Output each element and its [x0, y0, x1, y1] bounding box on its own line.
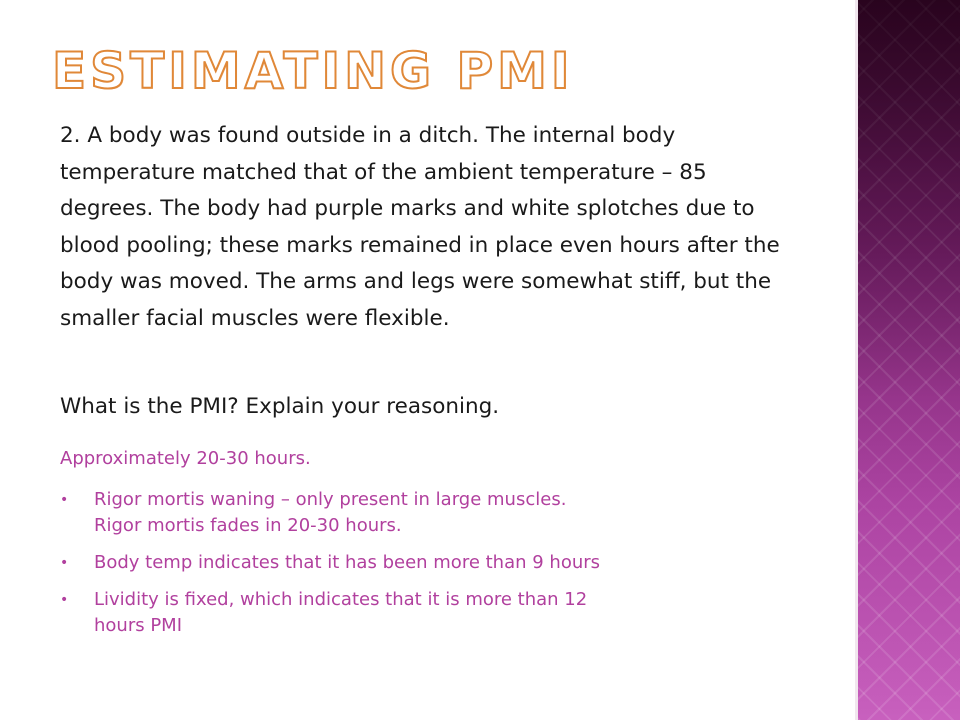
answer-text: Approximately 20-30 hours. — [60, 448, 311, 469]
scenario-paragraph: 2. A body was found outside in a ditch. The internal body temperature matched that of the ambient temperature – 85 degrees. The body had purple marks and white splotches due to blood pooling; these marks remained in place even hours after the body was moved. The arms and legs were somewhat stiff, but the smaller facial muscles were flexible. — [60, 123, 780, 331]
question-text: What is the PMI? Explain your reasoning. — [60, 394, 500, 419]
list-item-text: Body temp indicates that it has been more than 9 hours — [94, 552, 601, 573]
list-item-text: Rigor mortis waning – only present in large muscles. Rigor mortis fades in 20-30 hours. — [94, 489, 567, 536]
bullet-icon: • — [60, 492, 69, 508]
list-item — [60, 587, 820, 639]
decorative-side-band — [855, 0, 960, 720]
list-item — [60, 487, 820, 539]
slide-title: ESTIMATING PMI — [52, 42, 574, 100]
list-item-text: Lividity is fixed, which indicates that it is more than 12 hours PMI — [94, 589, 588, 636]
list-item — [60, 550, 820, 576]
bullet-icon: • — [60, 555, 69, 571]
bullet-icon: • — [60, 592, 69, 608]
reasoning-list — [60, 487, 820, 650]
